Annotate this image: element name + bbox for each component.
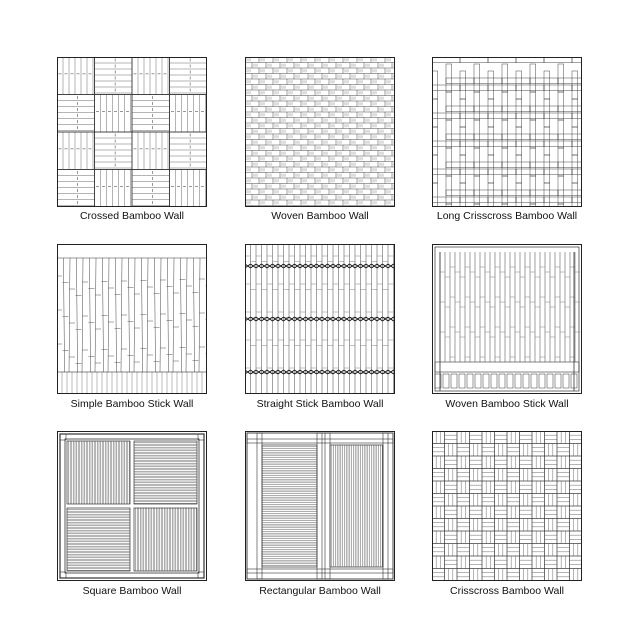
- rectangular-bamboo-pattern: [245, 431, 395, 581]
- rectangular-bamboo-caption: Rectangular Bamboo Wall: [259, 585, 381, 597]
- simple-bamboo-stick-caption: Simple Bamboo Stick Wall: [70, 398, 194, 410]
- woven-bamboo-stick-swatch: [432, 244, 582, 394]
- long-crisscross-bamboo-caption: Long Crisscross Bamboo Wall: [436, 210, 578, 222]
- straight-stick-bamboo-caption: Straight Stick Bamboo Wall: [256, 398, 384, 410]
- simple-bamboo-stick-swatch: [57, 244, 207, 394]
- long-crisscross-bamboo-pattern: [432, 57, 582, 207]
- crisscross-bamboo-pattern: [432, 431, 582, 581]
- square-bamboo-swatch: [57, 431, 207, 581]
- straight-stick-bamboo-pattern: [245, 244, 395, 394]
- crossed-bamboo-caption: Crossed Bamboo Wall: [79, 210, 185, 222]
- woven-bamboo-pattern: [245, 57, 395, 207]
- woven-bamboo-swatch: [245, 57, 395, 207]
- long-crisscross-bamboo-swatch: [432, 57, 582, 207]
- crisscross-bamboo-caption: Crisscross Bamboo Wall: [450, 585, 564, 597]
- crossed-bamboo-pattern: [57, 57, 207, 207]
- simple-bamboo-stick-pattern: [57, 244, 207, 394]
- woven-bamboo-stick-pattern: [432, 244, 582, 394]
- crisscross-bamboo-swatch: [432, 431, 582, 581]
- square-bamboo-caption: Square Bamboo Wall: [82, 585, 182, 597]
- straight-stick-bamboo-swatch: [245, 244, 395, 394]
- square-bamboo-pattern: [57, 431, 207, 581]
- woven-bamboo-caption: Woven Bamboo Wall: [271, 210, 369, 222]
- rectangular-bamboo-swatch: [245, 431, 395, 581]
- crossed-bamboo-swatch: [57, 57, 207, 207]
- woven-bamboo-stick-caption: Woven Bamboo Stick Wall: [445, 398, 569, 410]
